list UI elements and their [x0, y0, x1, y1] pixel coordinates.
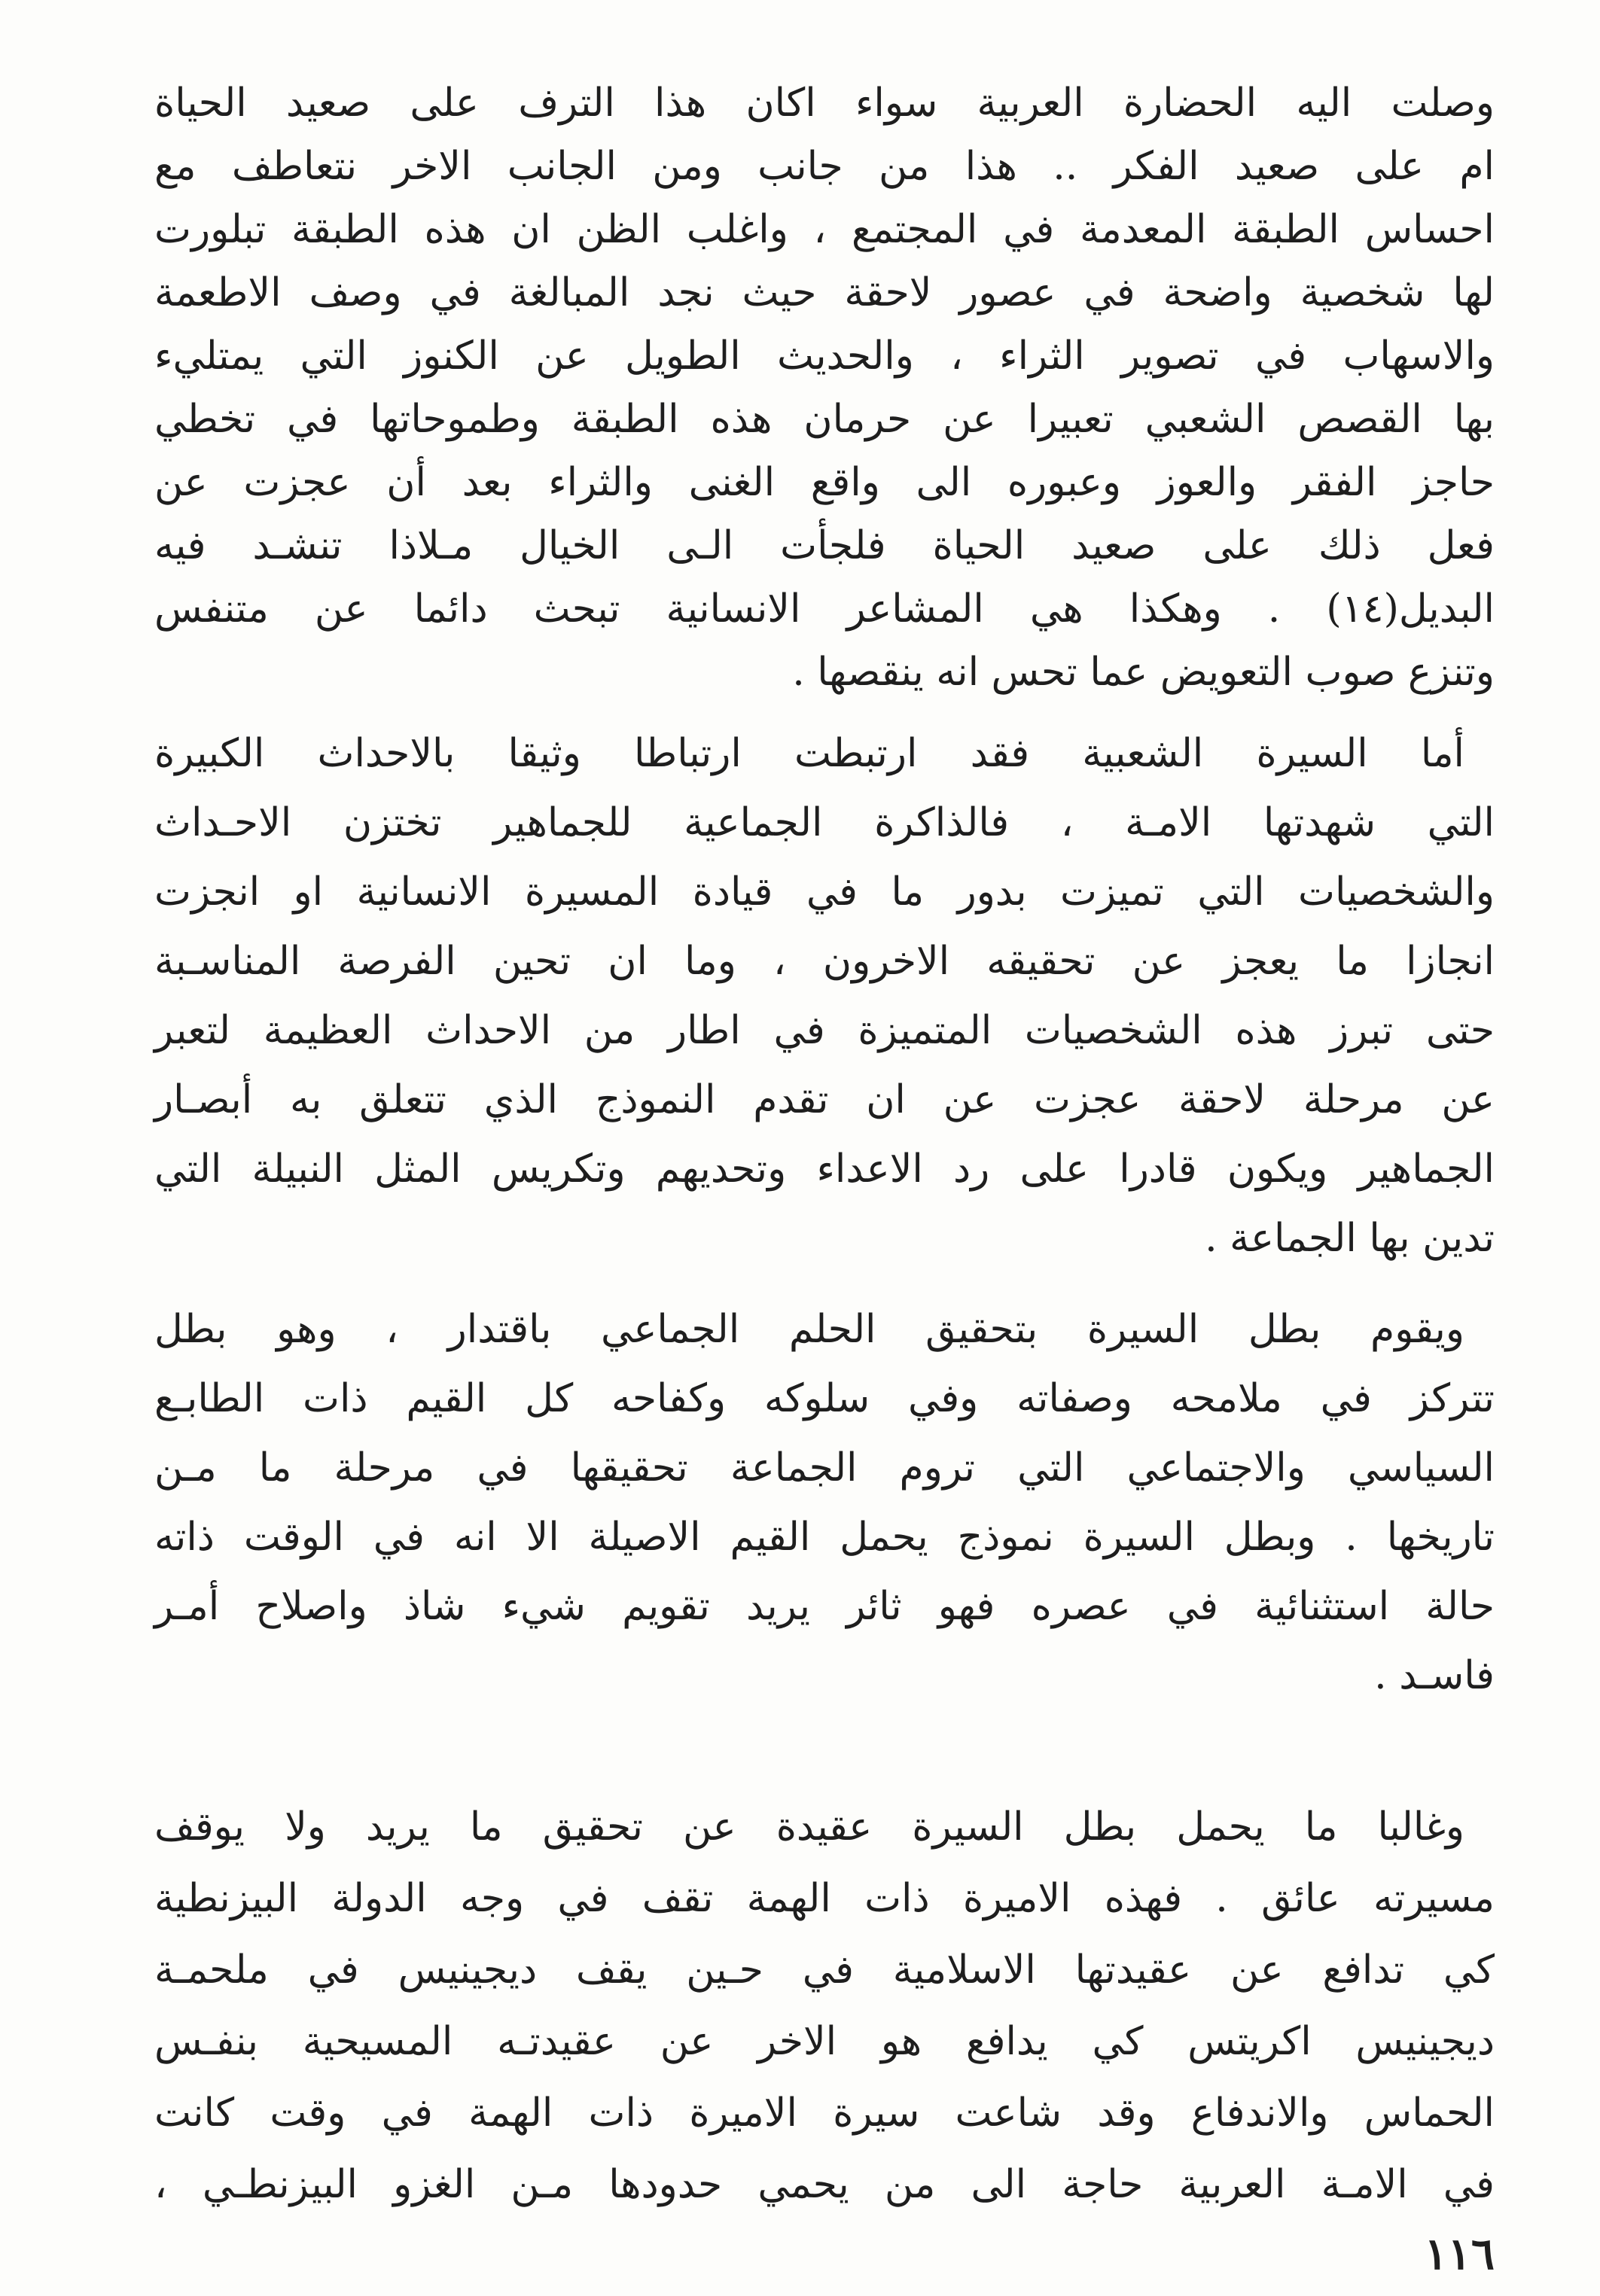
text-line: ويقوم بطل السيرة بتحقيق الحلم الجماعي باقتدار ، وهو بطل	[154, 1307, 1464, 1352]
text-line: والاسهاب في تصوير الثراء ، والحديث الطويل عن الكنوز التي يمتليء	[154, 333, 1495, 379]
text-line: في الامـة العربية حاجة الى من يحمي حدودها مـن الغزو البيزنطـي ،	[154, 2162, 1495, 2207]
text-line: فعل ذلك على صعيد الحياة فلجأت الـى الخيال مـلاذا تنشـد فيه	[154, 523, 1495, 568]
text-line: وتنزع صوب التعويض عما تحس انه ينقصها .	[792, 650, 1495, 695]
text-line: حالة استثنائية في عصره فهو ثائر يريد تقويم شيء شاذ واصلاح أمـر	[154, 1584, 1495, 1629]
paragraph	[154, 1295, 1495, 1710]
text-line: انجازا ما يعجز عن تحقيقه الاخرون ، وما ان تحين الفرصة المناسـبة	[154, 939, 1495, 984]
text-line: التي شهدتها الامـة ، فالذاكرة الجماعية للجماهير تختزن الاحـداث	[154, 800, 1495, 845]
paragraph	[154, 72, 1495, 704]
text-line: وغالبا ما يحمل بطل السيرة عقيدة عن تحقيق ما يريد ولا يوقف	[154, 1804, 1464, 1850]
text-line: الجماهير ويكون قادرا على رد الاعداء وتحديهم وتكريس المثل النبيلة التي	[154, 1146, 1495, 1192]
text-line: البديل(١٤) . وهكذا هي المشاعر الانسانية تبحث دائما عن متنفس	[154, 586, 1495, 632]
page-number: ١١٦	[1424, 2228, 1495, 2279]
text-line: لها شخصية واضحة في عصور لاحقة حيث نجد المبالغة في وصف الاطعمة	[154, 270, 1495, 315]
text-line: احساس الطبقة المعدمة في المجتمع ، واغلب الظن ان هذه الطبقة تبلورت	[154, 207, 1495, 252]
text-line: فاسـد .	[1374, 1653, 1495, 1698]
paragraph	[154, 1792, 1495, 2221]
text-line: مسيرته عائق . فهذه الاميرة ذات الهمة تقف في وجه الدولة البيزنطية	[154, 1876, 1495, 1921]
text-line: أما السيرة الشعبية فقد ارتبطت ارتباطا وثيقا بالاحداث الكبيرة	[154, 731, 1464, 776]
text-line: ديجينيس اكريتس كي يدافع هو الاخر عن عقيدتـه المسيحية بنفـس	[154, 2019, 1495, 2064]
text-line: ام على صعيد الفكر .. هذا من جانب ومن الجانب الاخر نتعاطف مع	[154, 144, 1495, 189]
text-line: حتى تبرز هذه الشخصيات المتميزة في اطار من الاحداث العظيمة لتعبر	[154, 1008, 1495, 1053]
text-line: كي تدافع عن عقيدتها الاسلامية في حـين يقف ديجينيس في ملحمـة	[154, 1947, 1495, 1993]
text-line: الحماس والاندفاع وقد شاعت سيرة الاميرة ذات الهمة في وقت كانت	[154, 2090, 1495, 2136]
text-line: عن مرحلة لاحقة عجزت عن ان تقدم النموذج الذي تتعلق به أبصـار	[154, 1077, 1495, 1122]
text-line: تدين بها الجماعة .	[1205, 1216, 1495, 1261]
text-line: تاريخها . وبطل السيرة نموذج يحمل القيم الاصيلة الا انه في الوقت ذاته	[154, 1515, 1495, 1560]
paragraph	[154, 719, 1495, 1273]
text-line: السياسي والاجتماعي التي تروم الجماعة تحقيقها في مرحلة ما مـن	[154, 1445, 1495, 1491]
text-line: تتركز في ملامحه وصفاته وفي سلوكه وكفاحه كل القيم ذات الطابـع	[154, 1376, 1495, 1421]
text-line: والشخصيات التي تميزت بدور ما في قيادة المسيرة الانسانية او انجزت	[154, 869, 1495, 915]
text-line: حاجز الفقر والعوز وعبوره الى واقع الغنى والثراء بعد أن عجزت عن	[154, 460, 1495, 505]
text-line: وصلت اليه الحضارة العربية سواء اكان هذا الترف على صعيد الحياة	[154, 81, 1495, 126]
text-line: بها القصص الشعبي تعبيرا عن حرمان هذه الطبقة وطموحاتها في تخطي	[154, 397, 1495, 442]
